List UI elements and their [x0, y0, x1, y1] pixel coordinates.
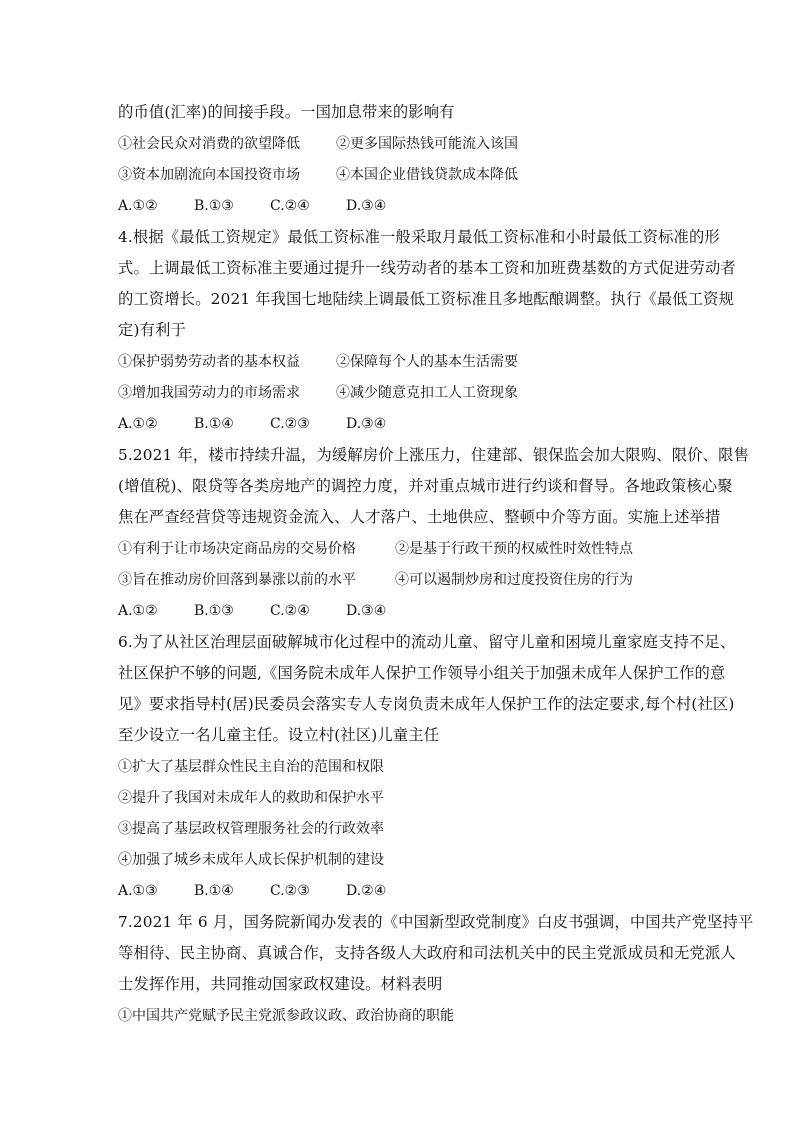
q4-stem-line2: 式。上调最低工资标准主要通过提升一线劳动者的基本工资和加班费基数的方式促进劳动者 [118, 259, 736, 277]
q5-answer-c: C.②④ [270, 603, 310, 619]
q5-option-3: ③旨在推动房价回落到暴涨以前的水平 [118, 572, 356, 588]
q3-option-3: ③资本加剧流向本国投资市场 [118, 167, 300, 183]
q6-option-2: ②提升了我国对未成年人的救助和保护水平 [118, 790, 384, 806]
q3-options-row2 [118, 166, 678, 184]
q3-options-row1 [118, 135, 678, 153]
q7-stem-line1: 7.2021 年 6 月，国务院新闻办发表的《中国新型政党制度》白皮书强调，中国共产党坚持平 [118, 913, 754, 931]
q5-answer-b: B.①③ [194, 603, 234, 619]
q4-option-1: ①保护弱势劳动者的基本权益 [118, 354, 300, 370]
q4-answer-c: C.②③ [270, 416, 310, 432]
q6-answer-c: C.②③ [270, 883, 310, 899]
q5-option-2: ②是基于行政干预的权威性时效性特点 [395, 541, 633, 557]
q6-stem-line3: 见》要求指导村(居)民委员会落实专人专岗负责未成年人保护工作的法定要求,每个村(社区) [118, 695, 735, 713]
q3-answer-a: A.①② [118, 198, 158, 214]
q5-stem-line3: 焦在严查经营贷等违规资金流入、人才落户、土地供应、整顿中介等方面。实施上述举措 [118, 508, 721, 526]
q4-option-3: ③增加我国劳动力的市场需求 [118, 385, 300, 401]
q4-answer-d: D.③④ [346, 416, 387, 432]
q6-answer-b: B.①④ [194, 883, 234, 899]
q7-stem-line3: 士发挥作用，共同推动国家政权建设。材料表明 [118, 975, 443, 993]
q5-options-row2 [118, 571, 678, 589]
q5-option-4: ④可以遏制炒房和过度投资住房的行为 [395, 572, 633, 588]
q3-option-1: ①社会民众对消费的欲望降低 [118, 136, 300, 152]
q5-stem-line2: (增值税)、限贷等各类房地产的调控力度，并对重点城市进行约谈和督导。各地政策核心聚 [118, 477, 733, 495]
q3-answers [118, 197, 678, 215]
q4-options-row2 [118, 384, 678, 402]
q6-option-4: ④加强了城乡未成年人成长保护机制的建设 [118, 852, 384, 868]
q6-stem-line1: 6.为了从社区治理层面破解城市化过程中的流动儿童、留守儿童和困境儿童家庭支持不足、 [118, 633, 736, 651]
q4-stem-line1: 4.根据《最低工资规定》最低工资标准一般采取月最低工资标准和小时最低工资标准的形 [118, 228, 720, 246]
q4-option-4: ④减少随意克扣工人工资现象 [336, 385, 518, 401]
q6-option-3: ③提高了基层政权管理服务社会的行政效率 [118, 821, 384, 837]
q5-stem-line1: 5.2021 年，楼市持续升温，为缓解房价上涨压力，住建部、银保监会加大限购、限价、限售 [118, 446, 749, 464]
q3-answer-c: C.②④ [270, 198, 310, 214]
q7-stem-line2: 等相待、民主协商、真诚合作，支持各级人大政府和司法机关中的民主党派成员和无党派人 [118, 944, 736, 962]
q5-answer-d: D.③④ [346, 603, 387, 619]
q6-option-1: ①扩大了基层群众性民主自治的范围和权限 [118, 759, 384, 775]
q5-answers [118, 602, 678, 620]
q4-stem-line3: 的工资增长。2021 年我国七地陆续上调最低工资标准且多地酝酿调整。执行《最低工资规 [118, 290, 735, 308]
q7-option-1: ①中国共产党赋予民主党派参政议政、政治协商的职能 [118, 1008, 454, 1024]
q6-stem-line2: 社区保护不够的问题,《国务院未成年人保护工作领导小组关于加强未成年人保护工作的意 [118, 664, 726, 682]
q3-option-2: ②更多国际热钱可能流入该国 [336, 136, 518, 152]
q5-option-1: ①有利于让市场决定商品房的交易价格 [118, 541, 356, 557]
q4-answer-b: B.①④ [194, 416, 234, 432]
q4-stem-line4: 定)有利于 [118, 321, 186, 339]
q5-answer-a: A.①② [118, 603, 158, 619]
q3-stem-end: 的币值(汇率)的间接手段。一国加息带来的影响有 [118, 103, 455, 121]
q4-answer-a: A.①② [118, 416, 158, 432]
q4-options-row1 [118, 353, 678, 371]
q3-answer-b: B.①③ [194, 198, 234, 214]
q6-stem-line4: 至少设立一名儿童主任。设立村(社区)儿童主任 [118, 726, 440, 744]
q6-answer-d: D.②④ [346, 883, 387, 899]
q4-option-2: ②保障每个人的基本生活需要 [336, 354, 518, 370]
q5-options-row1 [118, 540, 678, 558]
q6-answer-a: A.①③ [118, 883, 158, 899]
q6-answers [118, 882, 678, 900]
q3-answer-d: D.③④ [346, 198, 387, 214]
q3-option-4: ④本国企业借钱贷款成本降低 [336, 167, 518, 183]
q4-answers [118, 415, 678, 433]
